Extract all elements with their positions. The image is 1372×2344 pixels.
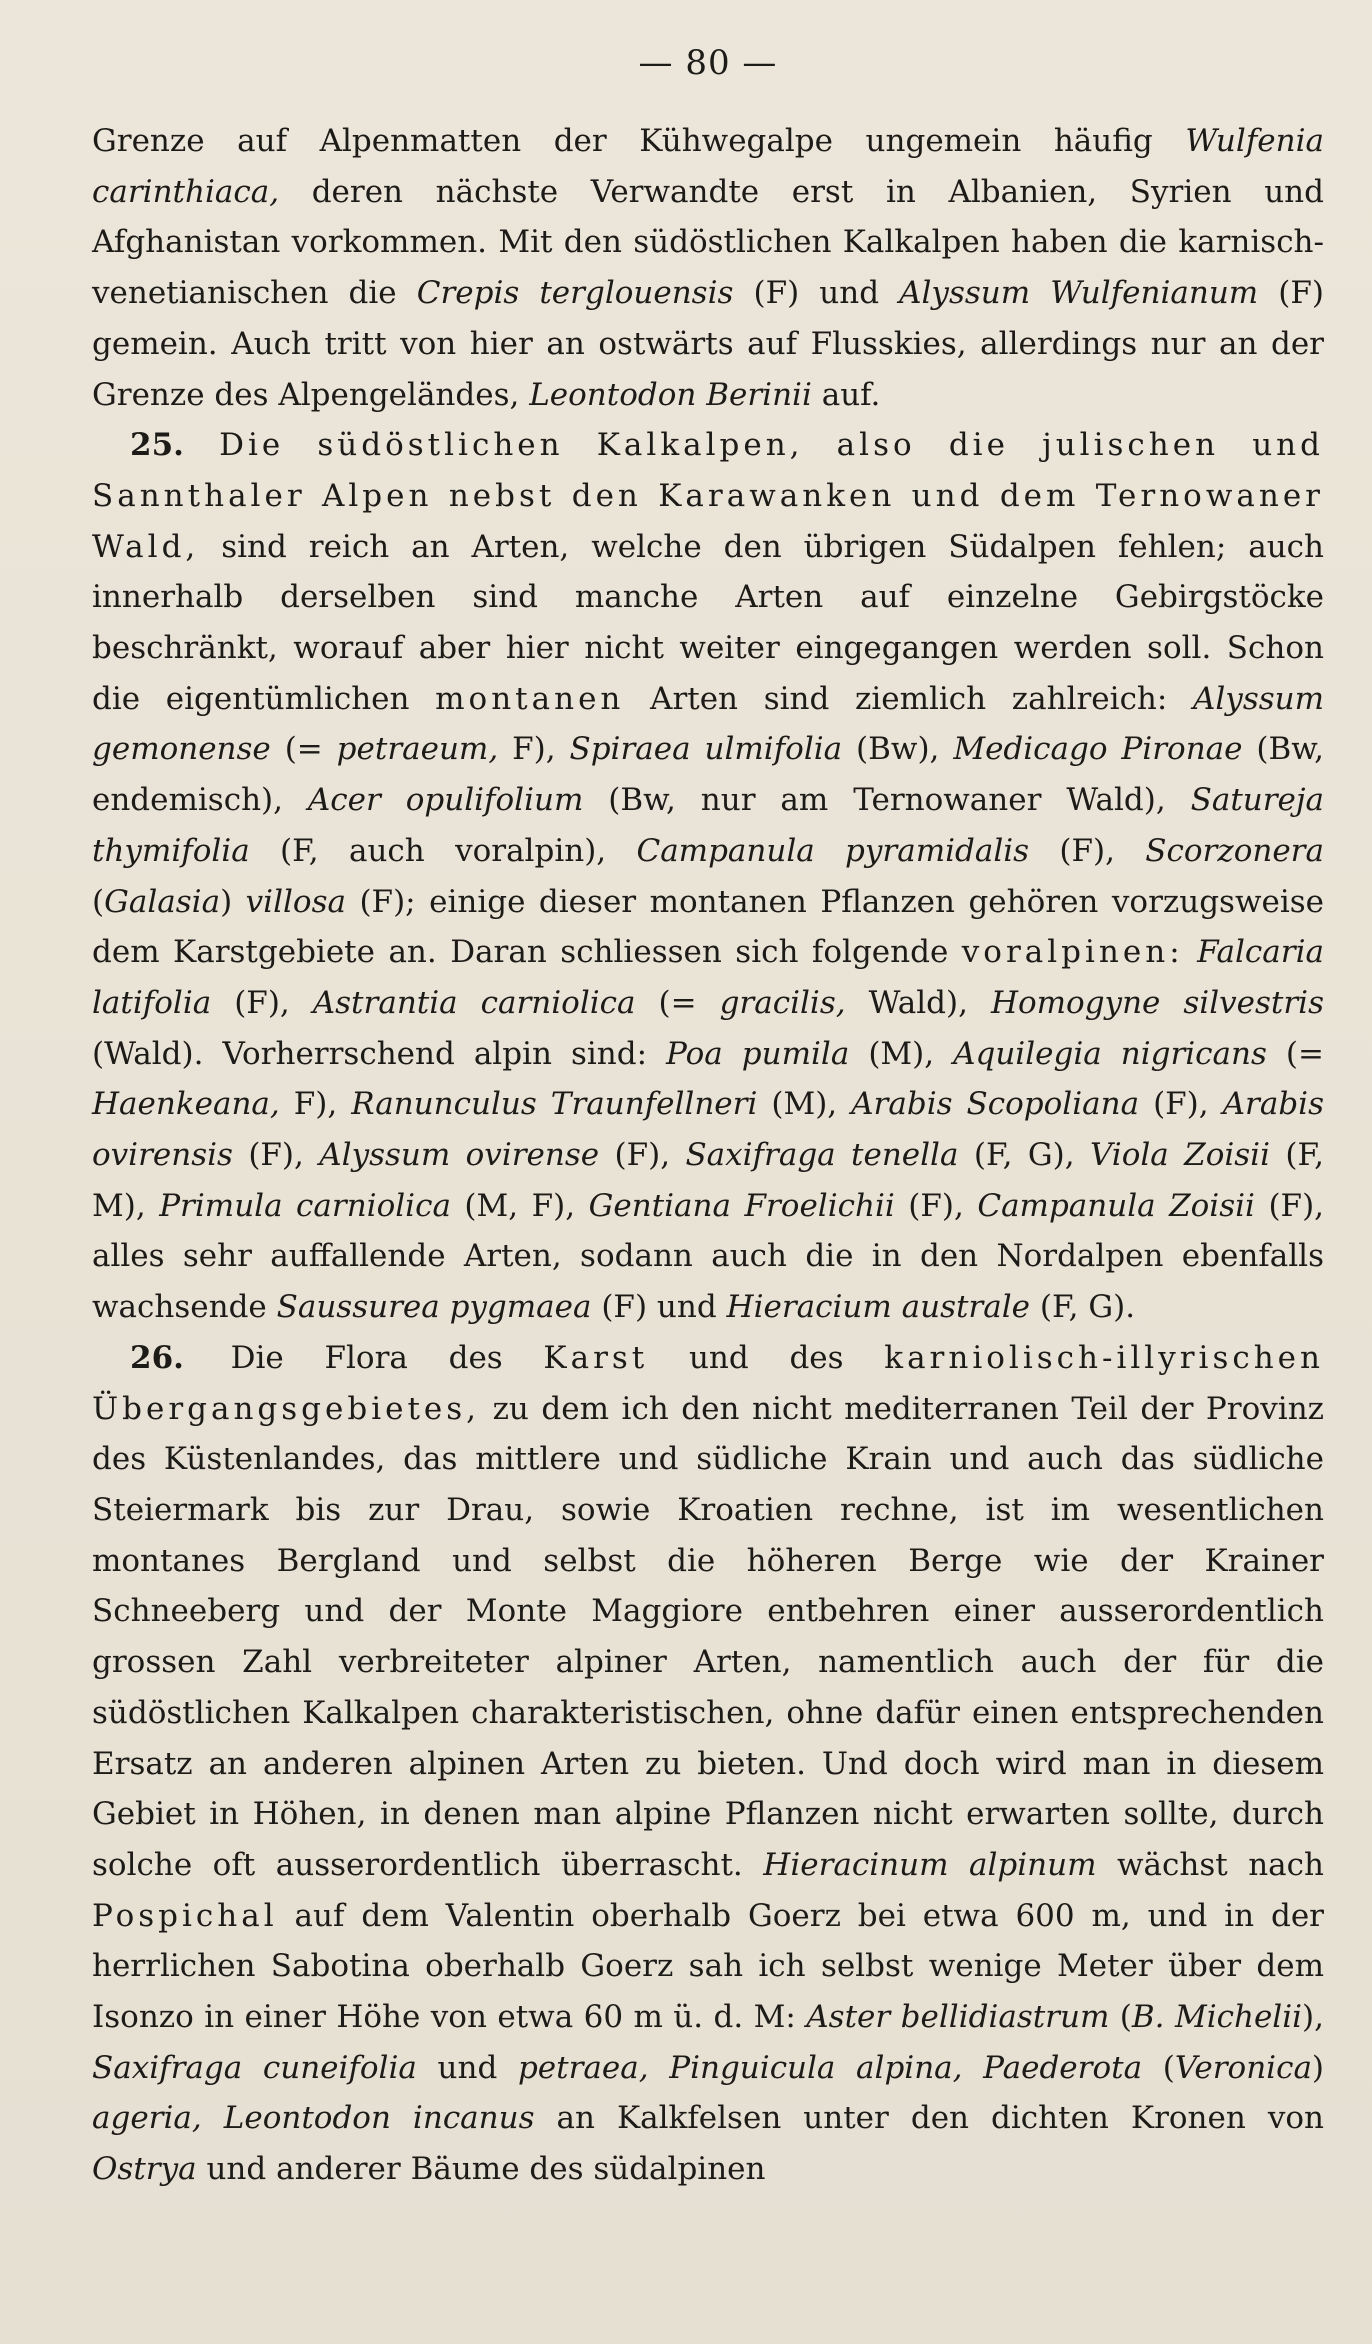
text-run: ( (92, 883, 105, 920)
text-run: zu dem ich den nicht mediterranen Teil der Provinz des Küstenlandes, das mittlere und südliche Krain und auch das südliche Steiermark bis zur Drau, sowie Kroatien rechne, ist im wesentlichen montanes Bergland und selbst die höheren Berge wie der Krainer Schneeberg und der Monte Maggiore entbehren einer ausserordentlich grossen Zahl verbreiteter alpiner Arten, namentlich auch der für die südöstlichen Kalkalpen charakteristischen, ohne dafür einen entsprechenden Ersatz an anderen alpinen Arten zu bieten. Und doch wird man in diesem Gebiet in Höhen, in denen man alpine Pflanzen nicht erwarten sollte, durch solche oft ausserordentlich überrascht. (92, 1390, 1324, 1883)
text-run: (F, M), (92, 1137, 1325, 1224)
species-name: Aster bellidiastrum (806, 1999, 1110, 2036)
species-name: gracilis, (719, 984, 846, 1021)
species-name: Poa pumila (666, 1035, 850, 1072)
text-run: und des (648, 1339, 885, 1376)
paragraph (92, 116, 1324, 420)
species-name: Falcaria latifolia (92, 934, 1324, 1021)
spaced-emphasis: Die südöstlichen Kalkalpen, also die julischen und Sannthaler Alpen nebst den Karawanken und dem Ternowaner Wald, (92, 427, 1324, 565)
text-run: und (416, 2049, 518, 2086)
species-name: Campanula pyramidalis (636, 832, 1030, 869)
species-name: Saxifraga tenella (685, 1137, 959, 1174)
text-run: an Kalkfelsen unter den dichten Kronen von (534, 2100, 1324, 2137)
text-run: ( (1109, 1999, 1132, 2036)
species-name: Medicago Pironae (953, 731, 1243, 768)
species-name: Satureja thymifolia (92, 782, 1324, 869)
species-name: Viola Zoisii (1089, 1137, 1271, 1174)
species-name: Arabis ovirensis (92, 1086, 1324, 1174)
text-body (92, 116, 1324, 2195)
species-name: Aquilegia nigricans (953, 1035, 1267, 1072)
text-run: (F), (211, 984, 313, 1021)
text-run: sind reich an Arten, welche den übrigen Südalpen fehlen; auch innerhalb derselben sind manche Arten auf einzelne Gebirgstöcke beschränkt, worauf aber hier nicht weiter eingegangen werden soll. Schon die eigentümlichen (92, 528, 1324, 717)
text-run: (F) und (733, 275, 900, 312)
text-run: (Bw), (842, 731, 954, 768)
species-name: Gentiana Froelichii (588, 1187, 895, 1224)
spaced-emphasis: Pospichal (92, 1897, 278, 1934)
species-name: Haenkeana, (92, 1086, 280, 1123)
species-name: Alyssum gemonense (92, 680, 1324, 768)
text-run: (M), (757, 1086, 852, 1123)
text-run: Die Flora des (230, 1339, 544, 1376)
species-name: ageria, Leontodon incanus (92, 2100, 535, 2137)
species-name: Astrantia carniolica (312, 984, 636, 1021)
species-name: Wulfenia carinthiaca, (92, 123, 1324, 210)
species-name: Hieracium australe (726, 1289, 1030, 1326)
species-name: Hieracinum alpinum (763, 1846, 1097, 1883)
spaced-emphasis: voralpinen: (961, 934, 1184, 971)
text-run: (= (635, 984, 720, 1021)
text-run: (F, auch voralpin), (249, 832, 637, 869)
text-run: (F) gemein. Auch tritt von hier an ostwärts auf Flusskies, allerdings nur an der Grenze des Alpengeländes, (92, 275, 1324, 413)
text-run: (F), (894, 1187, 978, 1224)
text-run: (= (1266, 1035, 1324, 1072)
paragraph (92, 1333, 1324, 2195)
text-run: ), (1302, 1999, 1324, 2036)
text-run: deren nächste Verwandte erst in Albanien, Syrien und Afghanistan vorkommen. Mit den südöstlichen Kalkalpen haben die karnisch-venetianischen die (92, 173, 1324, 312)
text-run: (F), (599, 1137, 686, 1174)
text-run (1184, 934, 1197, 970)
species-name: Homogyne silvestris (990, 984, 1324, 1021)
species-name: petraea, Pinguicula alpina, Paederota (517, 2049, 1143, 2086)
spaced-emphasis: montanen (435, 680, 625, 717)
species-name: Arabis Scopoliana (851, 1086, 1140, 1123)
species-name: Saussurea pygmaea (276, 1289, 592, 1326)
text-run: (F, G). (1030, 1289, 1136, 1326)
text-run: (Wald). Vorherrschend alpin sind: (92, 1035, 667, 1072)
text-run: ) (220, 883, 246, 920)
species-name: Alyssum Wulfenianum (899, 275, 1259, 312)
text-run: (F) und (591, 1289, 727, 1326)
species-name: B. Michelii (1131, 1999, 1303, 2036)
species-name: petraeum, (336, 731, 499, 768)
paragraph (92, 420, 1324, 1333)
text-run: auf dem Valentin oberhalb Goerz bei etwa 600 m, und in der herrlichen Sabotina oberhalb Goerz sah ich selbst wenige Meter über dem Isonzo in einer Höhe von etwa 60 m ü. d. M: (92, 1897, 1324, 2036)
section-number: 25. (130, 427, 184, 464)
text-run: auf. (811, 376, 881, 413)
text-run: und anderer Bäume des südalpinen (196, 2151, 766, 2188)
spaced-emphasis: Karst (543, 1339, 649, 1376)
species-name: Saxifraga cuneifolia (92, 2049, 417, 2086)
text-run: (F), alles sehr auffallende Arten, sodann auch die in den Nordalpen ebenfalls wachsende (92, 1187, 1325, 1326)
page-number: — 80 — (638, 43, 778, 83)
species-name: Ranunculus Traunfellneri (351, 1086, 758, 1123)
text-run: (F, G), (958, 1137, 1090, 1174)
text-run: Arten sind ziemlich zahlreich: (624, 680, 1193, 717)
text-run: Grenze auf Alpenmatten der Kühwegalpe ungemein häufig (92, 123, 1186, 159)
text-run: ( (1142, 2049, 1175, 2086)
species-name: Campanula Zoisii (977, 1187, 1255, 1224)
text-run: (Bw, nur am Ternowaner Wald), (583, 782, 1191, 819)
text-run: (F); einige dieser montanen Pflanzen gehören vorzugsweise dem Karstgebiete an. Daran schliessen sich folgende (92, 883, 1324, 971)
species-name: Ostrya (92, 2151, 197, 2188)
text-run: (M), (849, 1035, 954, 1072)
species-name: Primula carniolica (159, 1187, 451, 1224)
text-run: (M, F), (450, 1187, 589, 1224)
species-name: Galasia (104, 883, 221, 920)
spaced-emphasis: karniolisch-illyrischen Übergangsgebietes, (92, 1339, 1324, 1427)
text-run: F), (498, 731, 570, 768)
text-run: (F), (232, 1137, 320, 1174)
species-name: Spiraea ulmifolia (569, 731, 843, 768)
species-name: Veronica (1174, 2049, 1312, 2086)
species-name: Alyssum ovirense (319, 1137, 600, 1174)
species-name: Acer opulifolium (307, 782, 584, 819)
section-number: 26. (130, 1339, 184, 1376)
species-name: Crepis terglouensis (416, 275, 734, 312)
text-run: wächst nach (1096, 1846, 1324, 1883)
text-run: (Bw, endemisch), (92, 731, 1324, 819)
species-name: Scorzonera (1145, 832, 1324, 869)
text-run: (F), (1029, 832, 1146, 869)
text-run: F), (279, 1086, 352, 1123)
text-run: ) (1311, 2049, 1325, 2086)
species-name: Leontodon Berinii (529, 376, 812, 413)
species-name: villosa (245, 883, 346, 920)
text-run: (= (270, 731, 337, 768)
text-run: (F), (1139, 1086, 1223, 1123)
text-run: Wald), (845, 984, 991, 1021)
